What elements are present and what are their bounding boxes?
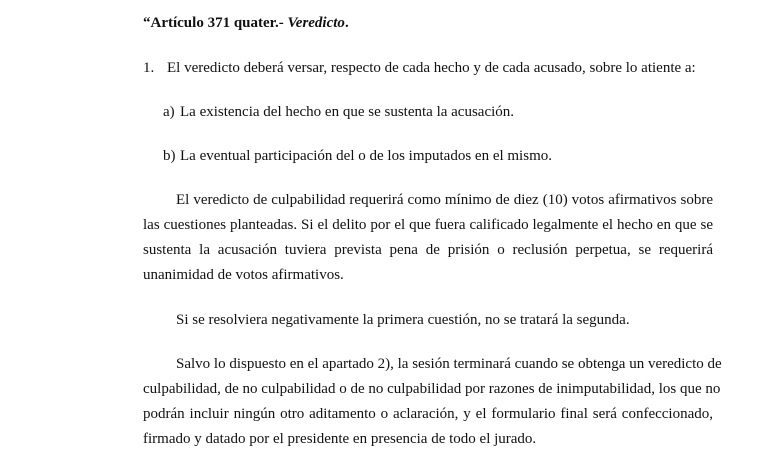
sub-item-a-label: a) bbox=[163, 104, 175, 120]
sub-item-b-text: La eventual participación del o de los imputados en el mismo. bbox=[180, 148, 552, 164]
item-1-number: 1. bbox=[143, 60, 155, 76]
sub-item-b-label: b) bbox=[163, 148, 176, 164]
paragraph-3-line-1: Salvo lo dispuesto en el apartado 2), la sesión terminará cuando se obtenga un veredicto de bbox=[176, 356, 722, 372]
item-1-text: El veredicto deberá versar, respecto de cada hecho y de cada acusado, sobre lo atiente a: bbox=[167, 60, 696, 76]
paragraph-3-line-3: podrán incluir ningún otro aditamento o aclaración, y el formulario final será confeccionado, bbox=[143, 406, 713, 422]
paragraph-3-line-4: firmado y datado por el presidente en presencia de todo el jurado. bbox=[143, 431, 537, 447]
paragraph-2: Si se resolviera negativamente la primera cuestión, no se tratará la segunda. bbox=[176, 312, 630, 328]
article-heading bbox=[143, 14, 349, 32]
paragraph-1-line-2: las cuestiones planteadas. Si el delito por el que fuera calificado legalmente el hecho en que se bbox=[143, 217, 713, 233]
paragraph-1-line-1: El veredicto de culpabilidad requerirá como mínimo de diez (10) votos afirmativos sobre bbox=[176, 192, 713, 208]
article-heading-title: Veredicto bbox=[287, 15, 345, 31]
article-heading-prefix: “Artículo 371 quater.- bbox=[143, 15, 288, 31]
article-heading-suffix: . bbox=[344, 15, 349, 31]
paragraph-1-line-4: unanimidad de votos afirmativos. bbox=[143, 267, 344, 283]
paragraph-1-line-3: sustenta la acusación tuviera prevista pena de prisión o reclusión perpetua, se requerirá bbox=[143, 242, 713, 258]
paragraph-3-line-2: culpabilidad, de no culpabilidad o de no culpabilidad por razones de inimputabilidad, los que no bbox=[143, 381, 721, 397]
sub-item-a-text: La existencia del hecho en que se sustenta la acusación. bbox=[180, 104, 515, 120]
